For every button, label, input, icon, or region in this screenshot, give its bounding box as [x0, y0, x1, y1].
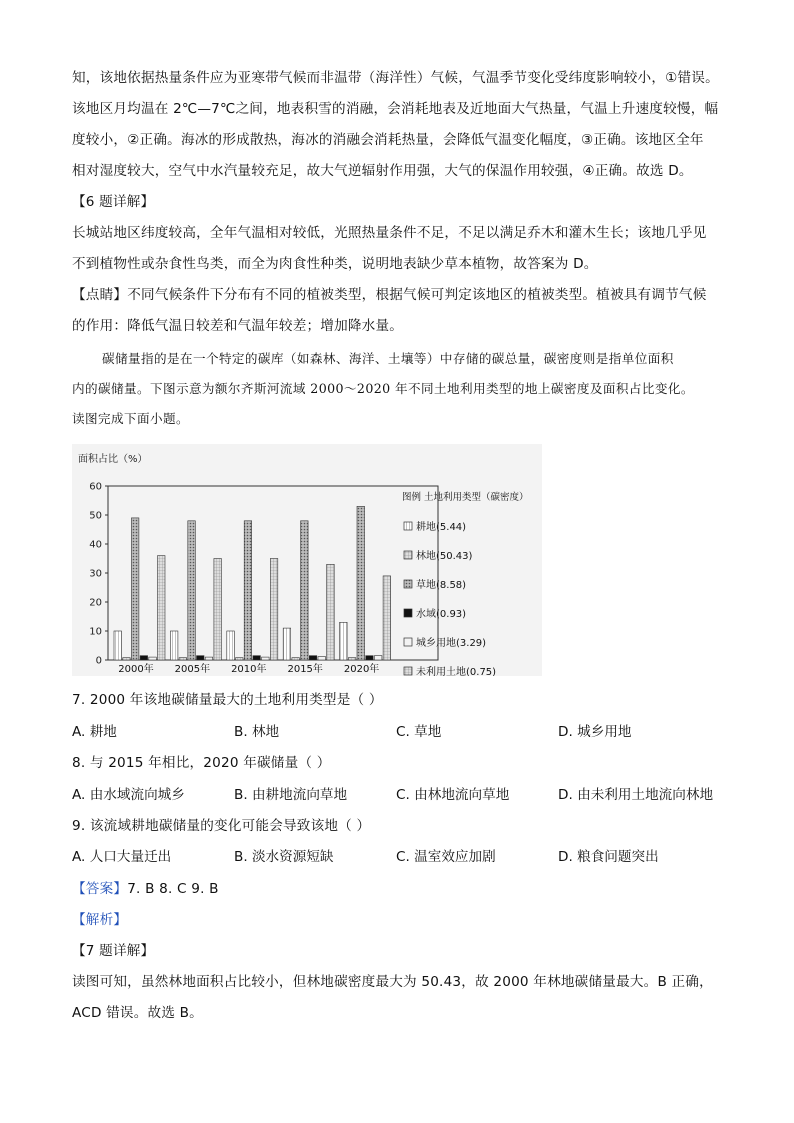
- land-use-chart: [72, 444, 542, 676]
- text-line: 读图可知，虽然林地面积占比较小，但林地碳密度最大为 50.43，故 2000 年林地碳储量最大。B 正确，: [72, 974, 713, 990]
- answer-text: 7. B 8. C 9. B: [127, 881, 219, 897]
- y-axis-label: 面积占比（%）: [78, 454, 148, 465]
- y-tick-label: 20: [89, 597, 102, 609]
- legend-label-城乡用地: 城乡用地(3.29): [416, 638, 487, 649]
- q7-option-d: D. 城乡用地: [558, 724, 632, 740]
- x-tick-label: 2000年: [118, 664, 154, 675]
- legend-label-水域: 水域(0.93): [416, 609, 467, 620]
- intro-line: 碳储量指的是在一个特定的碳库（如森林、海洋、土壤等）中存储的碳总量，碳密度则是指单位面积: [102, 351, 674, 366]
- bar-草地-2015年: [301, 521, 309, 660]
- bar-水域-2000年: [140, 656, 148, 660]
- q9-option-b: B. 淡水资源短缺: [234, 849, 334, 865]
- bar-林地-2020年: [348, 658, 356, 660]
- x-tick-label: 2020年: [343, 664, 380, 675]
- text-line: 度较小，②正确。海冰的形成散热，海冰的消融会消耗热量，会降低气温变化幅度，③正确。该地区全年: [72, 132, 704, 148]
- text-line: 相对湿度较大，空气中水汽量较充足，故大气逆辐射作用强，大气的保温作用较强，④正确。故选 D。: [72, 163, 693, 179]
- q8-option-b: B. 由耕地流向草地: [234, 787, 348, 803]
- bar-未利用土地-2005年: [214, 559, 222, 661]
- legend-label-林地: 林地(50.43): [416, 551, 473, 562]
- bar-城乡用地-2015年: [318, 657, 326, 660]
- bar-草地-2020年: [357, 506, 365, 660]
- q6-heading: 【6 题详解】: [72, 194, 155, 210]
- bar-水域-2015年: [309, 656, 317, 660]
- x-tick-label: 2015年: [287, 664, 323, 675]
- bar-城乡用地-2020年: [374, 656, 382, 660]
- q7-option-b: B. 林地: [234, 724, 280, 740]
- bar-未利用土地-2000年: [158, 556, 166, 660]
- q9-option-c: C. 温室效应加剧: [396, 849, 496, 865]
- bar-草地-2010年: [244, 521, 252, 660]
- bar-耕地-2000年: [114, 631, 122, 660]
- q7-stem: 7. 2000 年该地碳储量最大的土地利用类型是（ ）: [72, 692, 383, 708]
- text-line: ACD 错误。故选 B。: [72, 1005, 203, 1021]
- legend-swatch-林地: [404, 551, 412, 559]
- q9-option-d: D. 粮食问题突出: [558, 849, 659, 865]
- bar-未利用土地-2015年: [327, 564, 335, 660]
- bar-草地-2005年: [188, 521, 196, 660]
- text-line: 不到植物性或杂食性鸟类，而全为肉食性种类，说明地表缺少草本植物，故答案为 D。: [72, 256, 598, 272]
- bar-城乡用地-2000年: [149, 657, 157, 660]
- x-tick-label: 2005年: [174, 664, 211, 675]
- bar-草地-2000年: [131, 518, 139, 660]
- bar-林地-2005年: [179, 658, 187, 660]
- legend-title: 图例 土地利用类型（碳密度）: [402, 492, 529, 503]
- x-tick-label: 2010年: [231, 664, 267, 675]
- y-tick-label: 50: [89, 510, 102, 522]
- q8-option-d: D. 由未利用土地流向林地: [558, 787, 714, 803]
- chart-svg: [72, 444, 542, 676]
- point-label: 【点睛】: [72, 287, 128, 303]
- text-line: 该地区月均温在 2℃—7℃之间，地表积雪的消融，会消耗地表及近地面大气热量，气温上升速度较慢，幅: [72, 101, 719, 117]
- bar-耕地-2010年: [227, 631, 235, 660]
- q7-heading: 【7 题详解】: [72, 943, 155, 959]
- text-line: 知，该地依据热量条件应为亚寒带气候而非温带（海洋性）气候，气温季节变化受纬度影响较小，①错误。: [72, 70, 719, 86]
- analysis-label: 【解析】: [72, 912, 128, 928]
- bar-林地-2010年: [236, 658, 244, 660]
- y-tick-label: 0: [95, 655, 102, 667]
- bar-城乡用地-2005年: [205, 657, 213, 660]
- text-line: 的作用：降低气温日较差和气温年较差；增加降水量。: [72, 318, 404, 334]
- bar-城乡用地-2010年: [262, 657, 270, 660]
- intro-line: 读图完成下面小题。: [72, 411, 189, 426]
- q9-stem: 9. 该流域耕地碳储量的变化可能会导致该地（ ）: [72, 818, 371, 834]
- legend-swatch-城乡用地: [404, 638, 412, 646]
- bar-林地-2015年: [292, 658, 300, 660]
- legend-label-耕地: 耕地(5.44): [416, 522, 467, 533]
- q7-option-c: C. 草地: [396, 724, 442, 740]
- answer-label: 【答案】: [72, 881, 128, 897]
- bar-水域-2020年: [366, 656, 374, 660]
- legend-swatch-水域: [404, 609, 412, 617]
- point-line: [72, 285, 707, 305]
- q8-stem: 8. 与 2015 年相比，2020 年碳储量（ ）: [72, 755, 331, 771]
- q8-option-a: A. 由水域流向城乡: [72, 787, 185, 803]
- bar-耕地-2015年: [283, 628, 291, 660]
- bar-未利用土地-2020年: [383, 576, 391, 660]
- bar-水域-2010年: [253, 656, 261, 660]
- q7-option-a: A. 耕地: [72, 724, 117, 740]
- bar-未利用土地-2010年: [270, 559, 278, 661]
- y-tick-label: 60: [89, 481, 102, 493]
- y-tick-label: 30: [89, 568, 102, 580]
- legend-swatch-未利用土地: [404, 667, 412, 675]
- bar-耕地-2005年: [170, 631, 178, 660]
- y-tick-label: 10: [89, 626, 102, 638]
- text-line: 长城站地区纬度较高，全年气温相对较低，光照热量条件不足，不足以满足乔木和灌木生长；该地几乎见: [72, 225, 707, 241]
- bar-耕地-2020年: [340, 622, 348, 660]
- bar-林地-2000年: [123, 658, 131, 660]
- intro-line: 内的碳储量。下图示意为额尔齐斯河流域 2000～2020 年不同土地利用类型的地上碳密度及面积占比变化。: [72, 381, 694, 396]
- answer-line: [72, 879, 219, 899]
- y-tick-label: 40: [89, 539, 102, 551]
- q8-option-c: C. 由林地流向草地: [396, 787, 510, 803]
- q9-option-a: A. 人口大量迁出: [72, 849, 172, 865]
- legend-swatch-耕地: [404, 522, 412, 530]
- legend-label-草地: 草地(8.58): [416, 580, 467, 591]
- legend-label-未利用土地: 未利用土地(0.75): [416, 667, 497, 676]
- bar-水域-2005年: [197, 656, 205, 660]
- legend-swatch-草地: [404, 580, 412, 588]
- point-text: 不同气候条件下分布有不同的植被类型，根据气候可判定该地区的植被类型。植被具有调节气候: [127, 287, 707, 303]
